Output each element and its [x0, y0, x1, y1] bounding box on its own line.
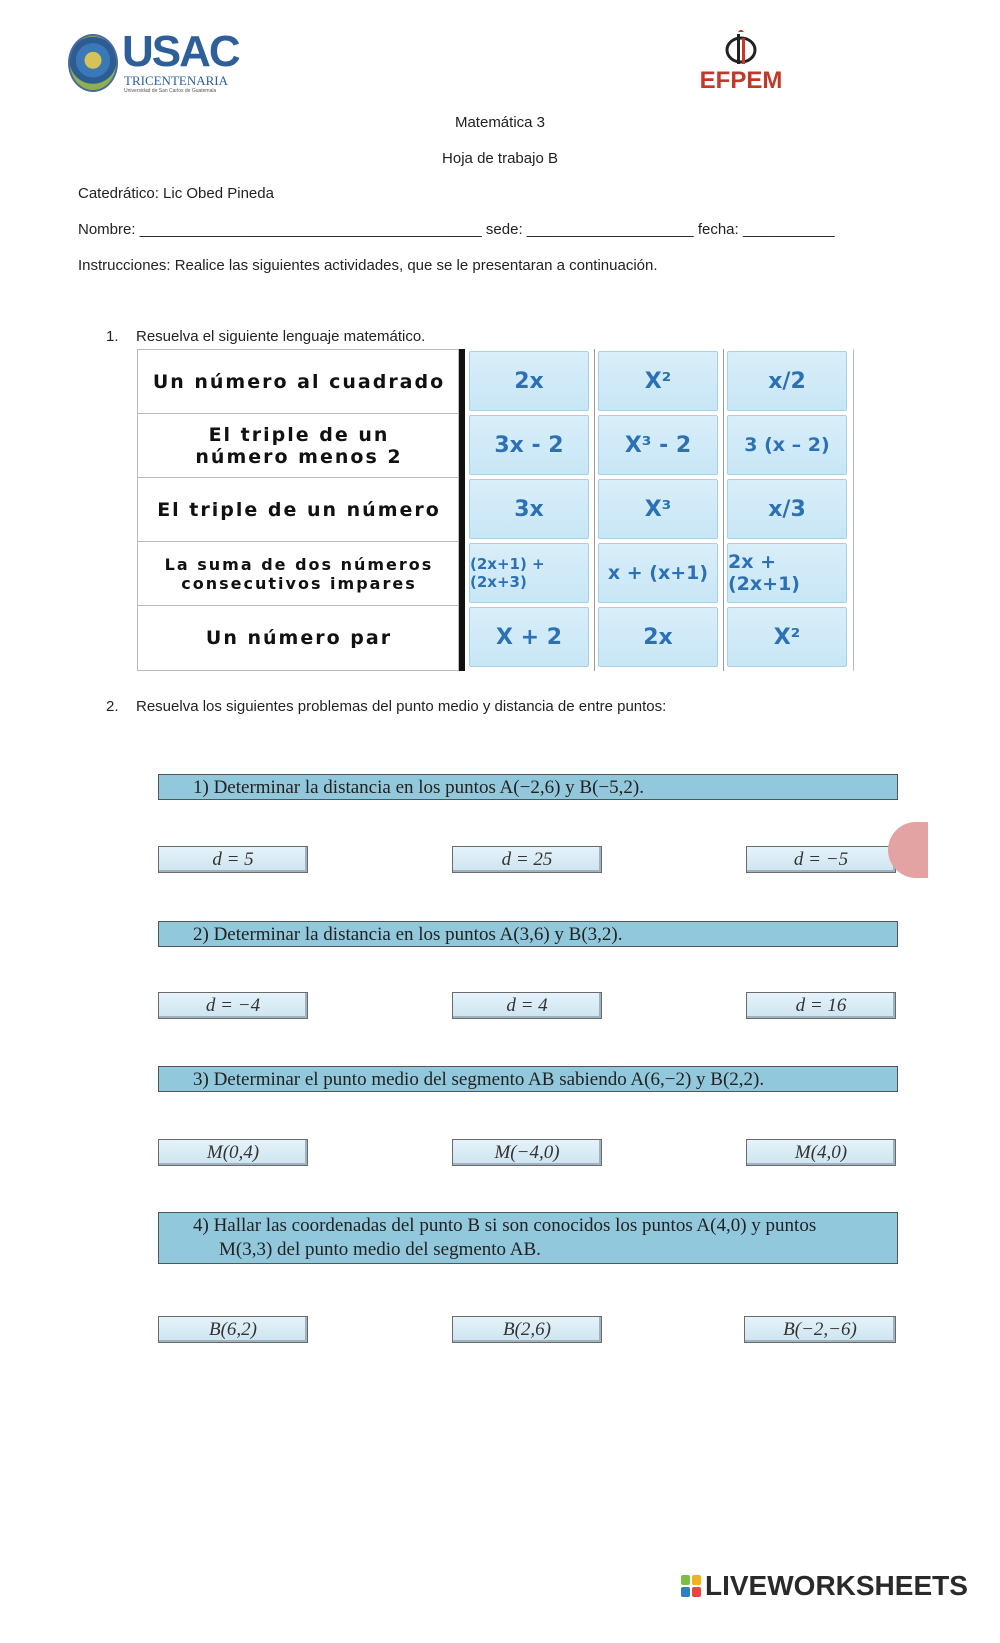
sheet-title: Hoja de trabajo B: [442, 150, 558, 167]
option-r4-c2[interactable]: x + (x+1): [598, 543, 718, 603]
option-r5-c2[interactable]: 2x: [598, 607, 718, 667]
phrase-row-4: La suma de dos números consecutivos impares: [138, 542, 460, 606]
phrase-column: [137, 349, 459, 671]
phrase-row-1: Un número al cuadrado: [138, 350, 460, 414]
efpem-name: EFPEM: [699, 67, 783, 94]
answer-1-a[interactable]: d = 5: [158, 846, 308, 873]
language-table: [137, 349, 853, 671]
option-r5-c1[interactable]: X + 2: [469, 607, 589, 667]
name-field[interactable]: _________________________________________: [139, 221, 482, 238]
liveworksheets-icon: [680, 1574, 702, 1598]
efpem-emblem-icon: [716, 30, 766, 66]
efpem-tagline-line: [676, 93, 806, 98]
liveworksheets-logo: [680, 1571, 968, 1601]
option-r3-c2[interactable]: X³: [598, 479, 718, 539]
option-r1-c1[interactable]: 2x: [469, 351, 589, 411]
phrase-row-3: El triple de un número: [138, 478, 460, 542]
sede-label: sede:: [485, 221, 523, 238]
answer-2-a[interactable]: d = −4: [158, 992, 308, 1019]
sede-field[interactable]: ____________________: [526, 221, 694, 238]
efpem-logo: [676, 30, 806, 100]
answer-2-b[interactable]: d = 4: [452, 992, 602, 1019]
usac-seal-icon: [68, 34, 118, 92]
usac-subtitle: TRICENTENARIA: [124, 73, 228, 88]
instructions: Instrucciones: Realice las siguientes actividades, que se le presentaran a continuación.: [78, 257, 658, 274]
name-label: Nombre:: [78, 221, 136, 238]
option-r2-c2[interactable]: X³ - 2: [598, 415, 718, 475]
section2-number: 2.: [106, 698, 119, 715]
answer-3-b[interactable]: M(−4,0): [452, 1139, 602, 1166]
problem-3: 3) Determinar el punto medio del segmento AB sabiendo A(6,−2) y B(2,2).: [158, 1066, 898, 1092]
fecha-field[interactable]: ___________: [742, 221, 835, 238]
grid-line: [723, 349, 724, 671]
phrase-row-2: El triple de un número menos 2: [138, 414, 460, 478]
problem-4-line-1: 4) Hallar las coordenadas del punto B si son conocidos los puntos A(4,0) y puntos: [193, 1215, 817, 1236]
section1-title: Resuelva el siguiente lenguaje matemático.: [136, 328, 426, 345]
problem-2: 2) Determinar la distancia en los puntos A(3,6) y B(3,2).: [158, 921, 898, 947]
option-r2-c1[interactable]: 3x - 2: [469, 415, 589, 475]
usac-tagline: Universidad de San Carlos de Guatemala: [124, 88, 217, 94]
option-r3-c1[interactable]: 3x: [469, 479, 589, 539]
section2-title: Resuelva los siguientes problemas del punto medio y distancia de entre puntos:: [136, 698, 667, 715]
option-r1-c3[interactable]: x/2: [727, 351, 847, 411]
problem-4-line-2: M(3,3) del punto medio del segmento AB.: [219, 1239, 541, 1260]
answer-3-a[interactable]: M(0,4): [158, 1139, 308, 1166]
answer-1-c[interactable]: d = −5: [746, 846, 896, 873]
option-r5-c3[interactable]: X²: [727, 607, 847, 667]
liveworksheets-text: LIVEWORKSHEETS: [705, 1570, 968, 1601]
problem-1: 1) Determinar la distancia en los puntos A(−2,6) y B(−5,2).: [158, 774, 898, 800]
answer-4-b[interactable]: B(2,6): [452, 1316, 602, 1343]
answer-2-c[interactable]: d = 16: [746, 992, 896, 1019]
usac-name: USAC: [122, 27, 239, 76]
teacher-line: Catedrático: Lic Obed Pineda: [78, 185, 274, 202]
answer-4-c[interactable]: B(−2,−6): [744, 1316, 896, 1343]
problem-4: [158, 1212, 898, 1264]
section1-number: 1.: [106, 328, 119, 345]
phrase-row-5: Un número par: [205, 627, 393, 649]
usac-logo: [68, 27, 239, 98]
option-r2-c3[interactable]: 3 (x – 2): [727, 415, 847, 475]
option-r1-c2[interactable]: X²: [598, 351, 718, 411]
course-title: Matemática 3: [454, 114, 546, 131]
option-r4-c1[interactable]: (2x+1) + (2x+3): [469, 543, 589, 603]
answer-3-c[interactable]: M(4,0): [746, 1139, 896, 1166]
fecha-label: fecha:: [697, 221, 739, 238]
option-r3-c3[interactable]: x/3: [727, 479, 847, 539]
option-r4-c3[interactable]: 2x + (2x+1): [727, 543, 847, 603]
student-info-line: [78, 221, 835, 238]
answer-1-b[interactable]: d = 25: [452, 846, 602, 873]
grid-line: [594, 349, 595, 671]
answer-4-a[interactable]: B(6,2): [158, 1316, 308, 1343]
options-grid: [465, 349, 854, 671]
